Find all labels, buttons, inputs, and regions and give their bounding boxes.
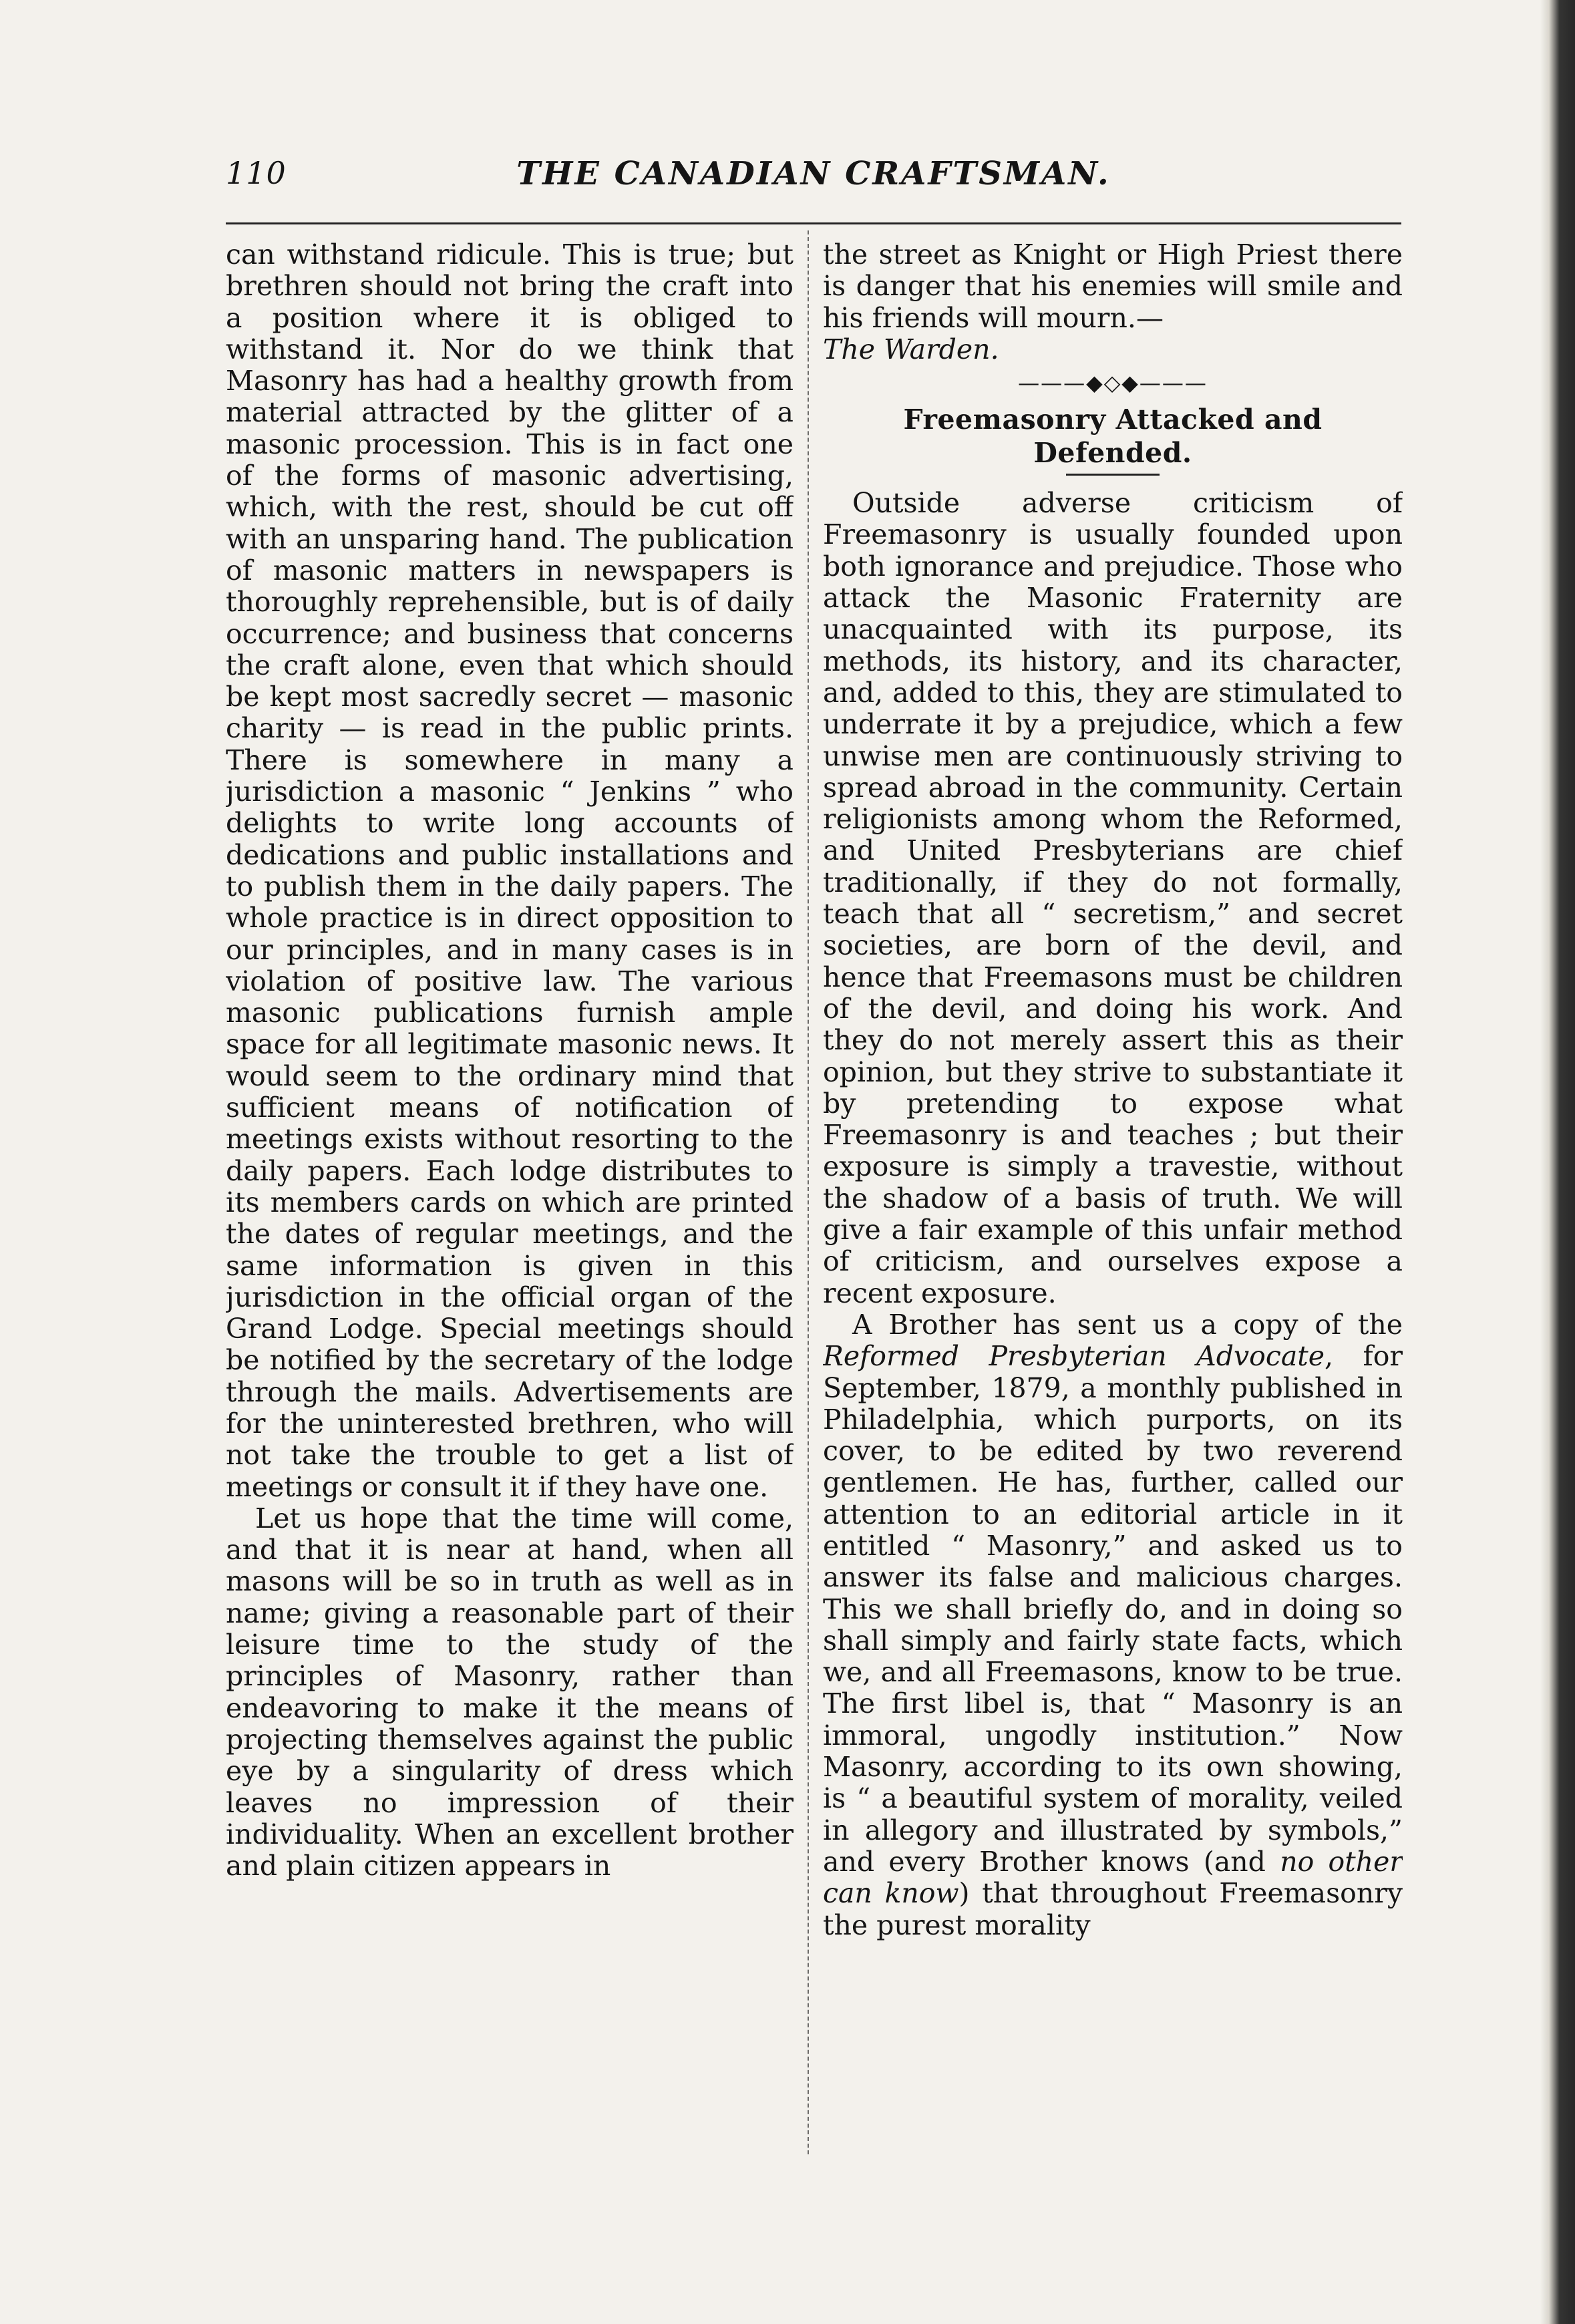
right-continuation: the street as Knight or High Priest there is danger that his enemies will smile and his friends will mourn.— — [823, 239, 1403, 334]
left-paragraph-2: Let us hope that the time will come, and that it is near at hand, when all masons will be so in truth as well as in name; giving a reasonable part of their leisure time to the study of the principles of Masonry, rather than endeavoring to make it the means of projecting themselves against the public eye by a singularity of dress which leaves no impression of their individuality. When an excellent brother and plain citizen appears in — [226, 1502, 794, 1882]
header-rule — [226, 222, 1401, 224]
right-column — [823, 239, 1403, 2150]
paragraph-2-text-a: A Brother has sent us a copy of the — [852, 1308, 1403, 1341]
section-heading: Freemasonry Attacked and Defended. — [903, 403, 1323, 470]
right-paragraph-2 — [823, 1309, 1403, 1941]
emphasis-text: no other can know — [823, 1845, 1403, 1910]
publication-title: Reformed Presbyterian Advocate — [823, 1340, 1325, 1373]
page-edge-shadow — [1540, 0, 1575, 2324]
left-column — [226, 239, 794, 2150]
page-header — [226, 155, 1401, 206]
running-title: THE CANADIAN CRAFTSMAN. — [516, 155, 1111, 192]
right-paragraph-1: Outside adverse criticism of Freemasonry is usually founded upon both ignorance and prejudice. Those who attack the Masonic Fraternity are unacquainted with its purpose, its methods, its history, and its character, and, added to this, they are stimulated to underrate it by a prejudice, which a few unwise men are continuously striving to spread abroad in the community. Certain religionists among whom the Reformed, and United Presbyterians are chief traditionally, if they do not formally, teach that all “ secretism,” and secret societies, are born of the devil, and hence that Freemasons must be children of the devil, and doing his work. And they do not merely assert this as their opinion, but they strive to substantiate it by pretending to expose what Freemasonry is and teaches ; but their exposure is simply a travestie, without the shadow of a basis of truth. We will give a fair example of this unfair method of criticism, and ourselves expose a recent exposure. — [823, 487, 1403, 1309]
column-divider — [808, 230, 809, 2154]
page-number: 110 — [226, 155, 287, 191]
paragraph-2-text-c: ) that throughout Freemasonry the purest morality — [823, 1877, 1403, 1941]
heading-rule — [1066, 474, 1160, 476]
section-ornament: ———◆◇◆——— — [1018, 370, 1208, 396]
article-signature: The Warden. — [823, 333, 999, 365]
paragraph-2-text-b: , for September, 1879, a monthly published in Philadelphia, which purports, on its cover, to be edited by two reverend gentlemen. He has, further, called our attention to an editorial article in it entitled “ Masonry,” and asked us to answer its false and malicious charges. This we shall briefly do, and in doing so shall simply and fairly state facts, which we, and all Freemasons, know to be true. The first libel is, that “ Masonry is an immoral, ungodly institution.” Now Masonry, according to its own showing, is “ a beautiful system of morality, veiled in allegory and illustrated by symbols,” and every Brother knows (and — [823, 1340, 1403, 1878]
left-paragraph-1: can withstand ridicule. This is true; but brethren should not bring the craft into a position where it is obliged to withstand it. Nor do we think that Masonry has had a healthy growth from material attracted by the glitter of a masonic procession. This is in fact one of the forms of masonic advertising, which, with the rest, should be cut off with an unsparing hand. The publication of masonic matters in newspapers is thoroughly reprehensible, but is of daily occurrence; and business that concerns the craft alone, even that which should be kept most sacredly secret — masonic charity — is read in the public prints. There is somewhere in many a jurisdiction a masonic “ Jenkins ” who delights to write long accounts of dedications and public installations and to publish them in the daily papers. The whole practice is in direct opposition to our principles, and in many cases is in violation of positive law. The various masonic publications furnish ample space for all legitimate masonic news. It would seem to the ordinary mind that sufficient means of notification of meetings exists without resorting to the daily papers. Each lodge distributes to its members cards on which are printed the dates of regular meetings, and the same information is given in this jurisdiction in the official organ of the Grand Lodge. Special meetings should be notified by the secretary of the lodge through the mails. Advertisements are for the uninterested brethren, who will not take the trouble to get a list of meetings or consult it if they have one. — [226, 239, 794, 1503]
